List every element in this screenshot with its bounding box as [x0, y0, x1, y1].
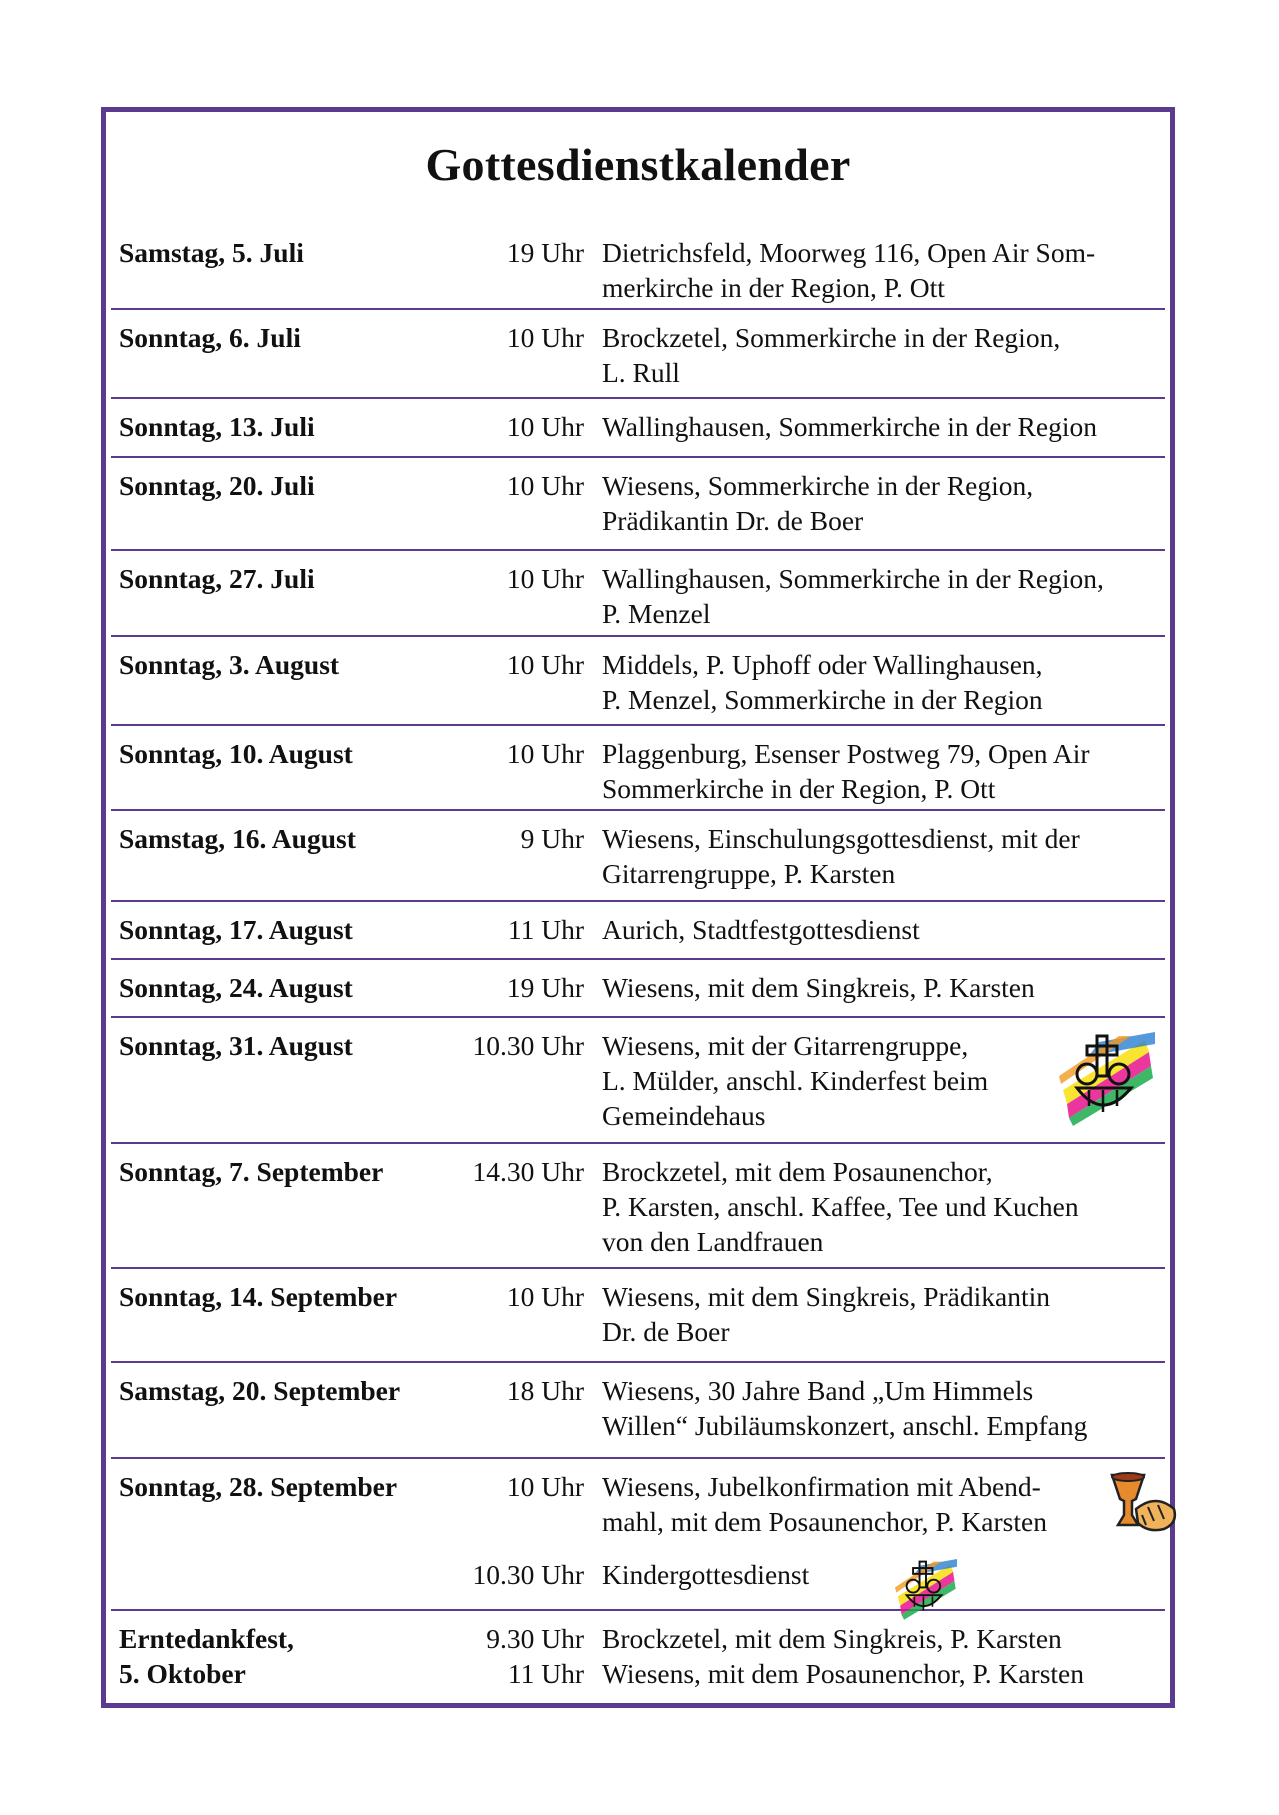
entry-time: 11 Uhr: [507, 1658, 584, 1689]
entry-date: Sonntag, 6. Juli: [119, 322, 301, 353]
calendar-rows: [111, 225, 1165, 1693]
entry-description: Wallinghausen, Sommerkirche in der Region: [602, 411, 1097, 442]
entry-time: 19 Uhr: [506, 237, 584, 268]
entry-time: 10.30 Uhr: [472, 1559, 584, 1590]
entry-date: Sonntag, 24. August: [119, 972, 353, 1003]
calendar-row: [111, 1459, 1165, 1611]
entry-description: Wiesens, mit dem Singkreis, P. Karsten: [602, 972, 1035, 1003]
entry-date: Sonntag, 7. September: [119, 1156, 384, 1187]
calendar-row: [111, 310, 1165, 399]
entry-description: Dietrichsfeld, Moorweg 116, Open Air Som- merkirche in der Region, P. Ott: [602, 237, 1096, 303]
entry-description: Kindergottesdienst: [602, 1559, 810, 1590]
entry-time: 9.30 Uhr: [486, 1623, 584, 1654]
entry-date: Sonntag, 27. Juli: [119, 563, 315, 594]
abendmahl-icon: [1106, 1471, 1178, 1535]
entry-description: Middels, P. Uphoff oder Wallinghausen, P. Menzel, Sommerkirche in der Region: [602, 649, 1043, 715]
entry-time: 9 Uhr: [520, 823, 584, 854]
calendar-row: [111, 1611, 1165, 1693]
calendar-row: [111, 1269, 1165, 1363]
entry-date: Samstag, 5. Juli: [119, 237, 304, 268]
entry-date: Samstag, 20. September: [119, 1375, 401, 1406]
entry-time: 11 Uhr: [507, 914, 584, 945]
entry-date: Samstag, 16. August: [119, 823, 356, 854]
entry-time: 10 Uhr: [506, 1281, 584, 1312]
entry-description: Brockzetel, mit dem Posaunenchor, P. Karsten, anschl. Kaffee, Tee und Kuchen von den Landfrauen: [602, 1156, 1079, 1257]
calendar-row: [111, 811, 1165, 902]
calendar-row: [111, 225, 1165, 310]
entry-time: 19 Uhr: [506, 972, 584, 1003]
calendar-row: [111, 399, 1165, 458]
calendar-row: [111, 458, 1165, 551]
entry-time: 10.30 Uhr: [472, 1030, 584, 1061]
entry-description: Brockzetel, mit dem Singkreis, P. Karsten: [602, 1623, 1062, 1654]
entry-time: 18 Uhr: [506, 1375, 584, 1406]
calendar-row: [111, 902, 1165, 960]
entry-description: Wiesens, mit der Gitarrengruppe, L. Mülder, anschl. Kinderfest beim Gemeindehaus: [602, 1030, 989, 1131]
entry-description: Wallinghausen, Sommerkirche in der Region, P. Menzel: [602, 563, 1104, 629]
entry-date: Sonntag, 14. September: [119, 1281, 398, 1312]
entry-date: Sonntag, 17. August: [119, 914, 353, 945]
entry-time: 10 Uhr: [506, 322, 584, 353]
calendar-row: [111, 1018, 1165, 1144]
entry-description: Wiesens, Sommerkirche in der Region, Prädikantin Dr. de Boer: [602, 470, 1034, 536]
entry-time: 10 Uhr: [506, 738, 584, 769]
kindergottesdienst-icon: [1059, 1032, 1155, 1128]
entry-date: Erntedankfest, 5. Oktober: [119, 1623, 294, 1689]
entry-date: Sonntag, 10. August: [119, 738, 353, 769]
entry-date: Sonntag, 31. August: [119, 1030, 353, 1061]
entry-description: Brockzetel, Sommerkirche in der Region, L. Rull: [602, 322, 1061, 388]
entry-time: 10 Uhr: [506, 1471, 584, 1502]
entry-time: 10 Uhr: [506, 470, 584, 501]
calendar-row: [111, 1144, 1165, 1269]
calendar-row: [111, 1363, 1165, 1459]
entry-description: Wiesens, 30 Jahre Band „Um Himmels Willen“ Jubiläumskonzert, anschl. Empfang: [602, 1375, 1088, 1441]
entry-description: Wiesens, Jubelkonfirmation mit Abend- mahl, mit dem Posaunenchor, P. Karsten: [602, 1471, 1047, 1537]
entry-time: 14.30 Uhr: [472, 1156, 584, 1187]
entry-description: Wiesens, Einschulungsgottesdienst, mit der Gitarrengruppe, P. Karsten: [602, 823, 1080, 889]
page-title: Gottesdienstkalender: [425, 139, 851, 190]
entry-date: Sonntag, 3. August: [119, 649, 340, 680]
calendar-row: [111, 726, 1165, 811]
entry-time: 10 Uhr: [506, 649, 584, 680]
calendar-row: [111, 551, 1165, 637]
entry-date: Sonntag, 20. Juli: [119, 470, 315, 501]
entry-description: Wiesens, mit dem Posaunenchor, P. Karsten: [602, 1658, 1085, 1689]
calendar-row: [111, 960, 1165, 1018]
entry-description: Wiesens, mit dem Singkreis, Prädikantin Dr. de Boer: [602, 1281, 1051, 1347]
entry-description: Aurich, Stadtfestgottesdienst: [602, 914, 920, 945]
entry-date: Sonntag, 13. Juli: [119, 411, 315, 442]
calendar-frame: [101, 107, 1175, 1708]
calendar-row: [111, 637, 1165, 726]
entry-date: Sonntag, 28. September: [119, 1471, 398, 1502]
entry-time: 10 Uhr: [506, 411, 584, 442]
entry-time: 10 Uhr: [506, 563, 584, 594]
entry-description: Plaggenburg, Esenser Postweg 79, Open Air Sommerkirche in der Region, P. Ott: [602, 738, 1090, 804]
